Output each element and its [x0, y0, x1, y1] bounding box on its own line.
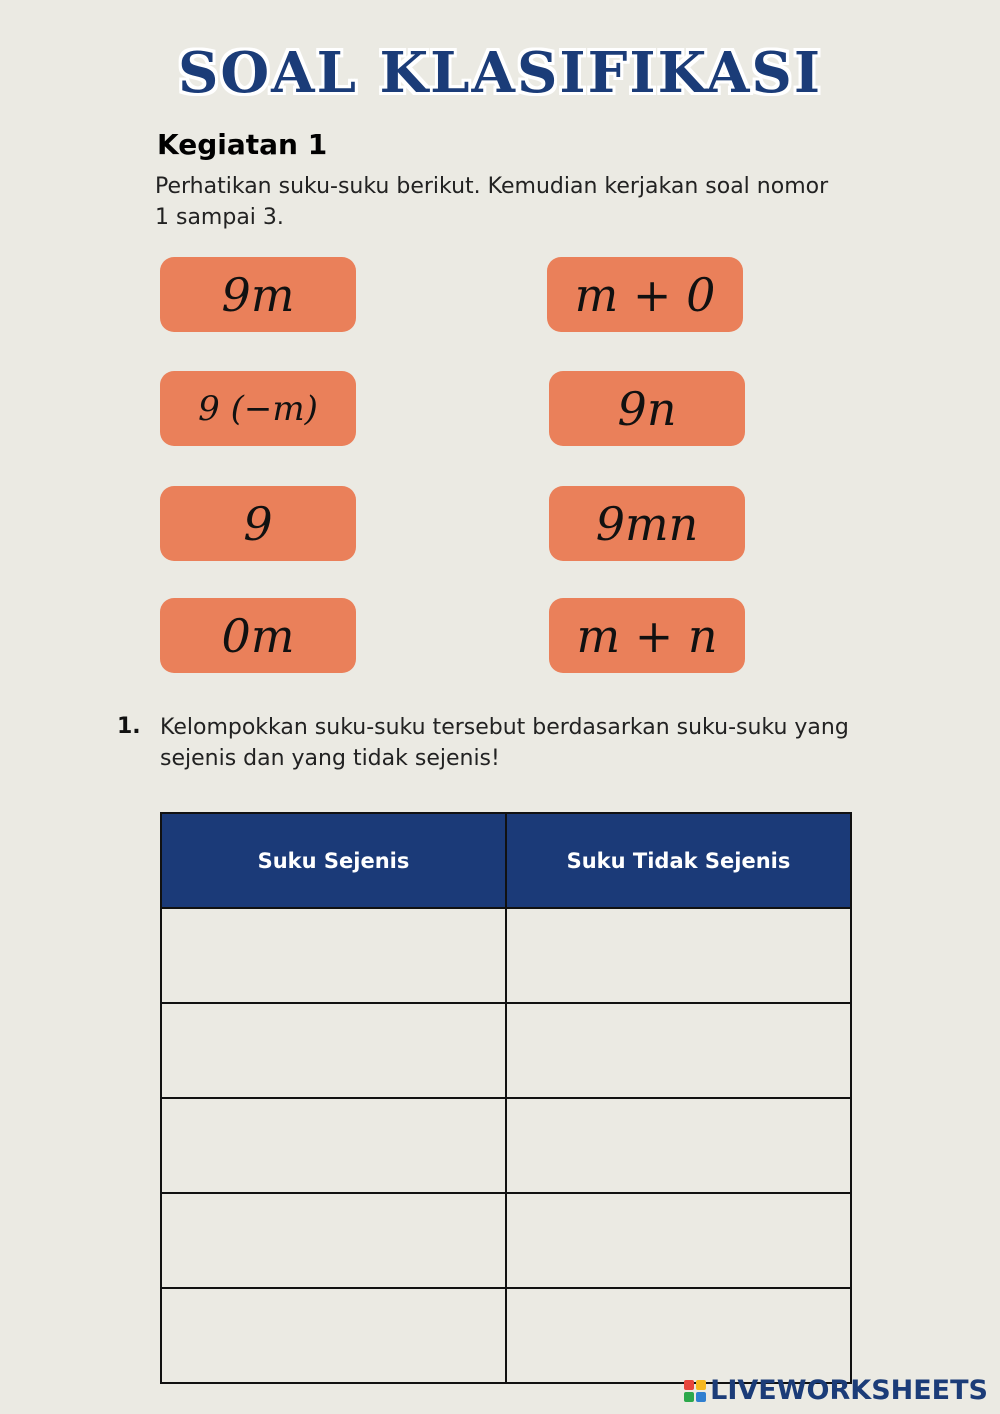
answer-drop-cell[interactable]: [161, 1098, 506, 1193]
logo-square-blue: [696, 1392, 706, 1402]
answer-table: [160, 812, 852, 1384]
logo-square-green: [684, 1392, 694, 1402]
term-tile[interactable]: m + n: [549, 598, 745, 673]
logo-square-yellow: [696, 1380, 706, 1390]
question-text: Kelompokkan suku-suku tersebut berdasarkan suku-suku yang sejenis dan yang tidak sejenis!: [160, 715, 849, 771]
instruction-text: Perhatikan suku-suku berikut. Kemudian kerjakan soal nomor 1 sampai 3.: [155, 174, 829, 230]
answer-drop-cell[interactable]: [506, 1193, 851, 1288]
question-number: 1.: [117, 714, 141, 739]
term-tile[interactable]: 9m: [160, 257, 356, 332]
column-header-tidak-sejenis: Suku Tidak Sejenis: [506, 813, 851, 908]
answer-drop-cell[interactable]: [161, 908, 506, 1003]
term-tile[interactable]: 0m: [160, 598, 356, 673]
term-tile[interactable]: 9 (−m): [160, 371, 356, 446]
answer-drop-cell[interactable]: [506, 908, 851, 1003]
term-tile[interactable]: 9: [160, 486, 356, 561]
liveworksheets-brand: [684, 1375, 988, 1406]
answer-drop-cell[interactable]: [161, 1288, 506, 1383]
answer-drop-cell[interactable]: [161, 1003, 506, 1098]
page-title: SOAL KLASIFIKASI: [177, 40, 823, 106]
column-header-sejenis: Suku Sejenis: [161, 813, 506, 908]
activity-heading: Kegiatan 1: [157, 128, 328, 161]
logo-square-red: [684, 1380, 694, 1390]
term-tile[interactable]: 9mn: [549, 486, 745, 561]
term-tile[interactable]: m + 0: [547, 257, 743, 332]
brand-name: LIVEWORKSHEETS: [710, 1375, 988, 1406]
liveworksheets-logo-icon: [684, 1380, 706, 1402]
answer-drop-cell[interactable]: [506, 1288, 851, 1383]
term-tile[interactable]: 9n: [549, 371, 745, 446]
answer-drop-cell[interactable]: [506, 1098, 851, 1193]
answer-drop-cell[interactable]: [161, 1193, 506, 1288]
answer-drop-cell[interactable]: [506, 1003, 851, 1098]
